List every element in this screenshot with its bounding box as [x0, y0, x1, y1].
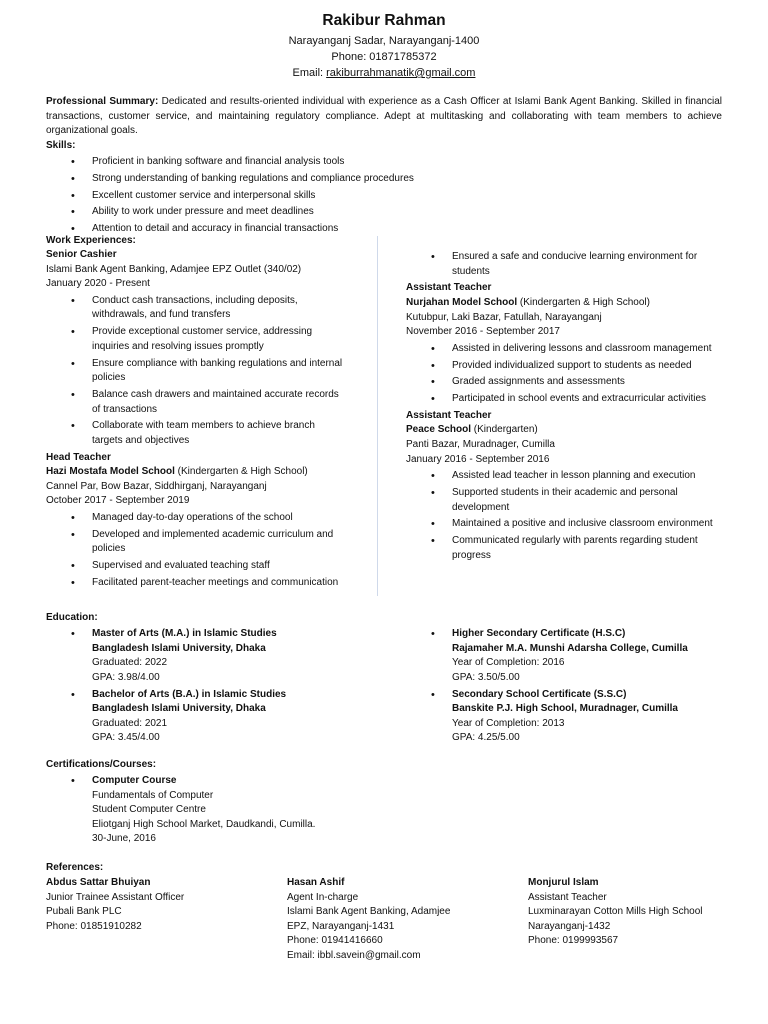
- reference-line: Phone: 0199993567: [528, 935, 619, 947]
- institution: Bangladesh Islami University, Dhaka: [92, 642, 266, 654]
- reference-line: Phone: 01851910282: [46, 920, 142, 932]
- degree: • Bachelor of Arts (B.A.) in Islamic Studies: [92, 688, 287, 700]
- graduation-year: Graduated: 2021: [92, 717, 168, 729]
- job-org-type: (Kindergarten): [471, 424, 538, 436]
- email-line: [0, 66, 768, 81]
- list-item: • Graded assignments and assessments: [406, 375, 716, 390]
- certifications-heading: Certifications/Courses:: [46, 759, 157, 770]
- list-item: • Participated in school events and extracurricular activities: [406, 392, 716, 407]
- job-title: Head Teacher: [46, 451, 111, 463]
- job-dates: January 2020 - Present: [46, 278, 150, 290]
- job-dates: November 2016 - September 2017: [406, 326, 560, 338]
- work-column-left: [46, 248, 366, 593]
- degree: • Master of Arts (M.A.) in Islamic Studies: [92, 628, 277, 639]
- graduation-year: Year of Completion: 2016: [452, 657, 565, 669]
- email-link[interactable]: rakiburrahmanatik@gmail.com: [326, 67, 476, 79]
- reference-line: Assistant Teacher: [528, 891, 607, 903]
- reference-card: [528, 876, 758, 949]
- summary-label: Professional Summary:: [46, 96, 159, 107]
- certification-title: • Computer Course: [92, 775, 177, 786]
- list-item: • Ensure compliance with banking regulations and internal policies: [46, 357, 346, 386]
- reference-name: Hasan Ashif: [287, 877, 345, 888]
- education-item: [46, 627, 376, 685]
- list-item: • Ensured a safe and conducive learning environment for students: [406, 250, 726, 279]
- summary-text: Dedicated and results-oriented individual with experience as a Cash Officer at Islami Bank Agent Banking. Skilled in financial transactions, customer service, and maintaining regulatory compliance. Adept at multitasking and collaborating with team members to achieve organizational goals.: [46, 96, 722, 137]
- job-title: Assistant Teacher: [406, 282, 492, 294]
- reference-line: Pubali Bank PLC: [46, 906, 122, 918]
- reference-line: Narayanganj-1432: [528, 920, 611, 932]
- list-item: • Collaborate with team members to achieve branch targets and objectives: [46, 419, 346, 448]
- list-item: • Strong understanding of banking regulations and compliance procedures: [46, 172, 646, 187]
- job-bullets: [406, 469, 731, 563]
- reference-line: Agent In-charge: [287, 891, 359, 903]
- job-dates: October 2017 - September 2019: [46, 495, 190, 507]
- graduation-year: Year of Completion: 2013: [452, 717, 565, 729]
- list-item: • Provide exceptional customer service, addressing inquiries and resolving issues promptly: [46, 325, 346, 354]
- institution: Rajamaher M.A. Munshi Adarsha College, Cumilla: [452, 642, 688, 654]
- certification-line: Fundamentals of Computer: [92, 789, 214, 801]
- skills-list: [46, 155, 646, 239]
- reference-card: [287, 876, 517, 964]
- gpa: GPA: 3.45/4.00: [92, 732, 160, 744]
- job-dates: January 2016 - September 2016: [406, 453, 550, 465]
- education-list-left: [46, 627, 376, 748]
- list-item: • Facilitated parent-teacher meetings and communication: [46, 576, 366, 591]
- email-label: Email:: [292, 67, 327, 79]
- list-item: • Provided individualized support to students as needed: [406, 359, 716, 374]
- institution: Banskite P.J. High School, Muradnager, Cumilla: [452, 703, 678, 715]
- list-item: • Supervised and evaluated teaching staff: [46, 559, 366, 574]
- list-item: • Conduct cash transactions, including deposits, withdrawals, and fund transfers: [46, 294, 346, 323]
- column-divider: [377, 236, 378, 596]
- job-org: Islami Bank Agent Banking, Adamjee EPZ Outlet (340/02): [46, 263, 302, 275]
- job-org: [406, 423, 731, 438]
- graduation-year: Graduated: 2022: [92, 657, 168, 669]
- institution: Bangladesh Islami University, Dhaka: [92, 703, 266, 715]
- certification-line: 30-June, 2016: [92, 833, 156, 845]
- reference-line: Phone: 01941416660: [287, 935, 383, 947]
- job-org-name: Hazi Mostafa Model School: [46, 466, 175, 478]
- education-item: [46, 688, 376, 746]
- list-item: • Balance cash drawers and maintained accurate records of transactions: [46, 388, 346, 417]
- list-item: • Ability to work under pressure and meet deadlines: [46, 205, 646, 220]
- phone: Phone: 01871785372: [331, 51, 437, 63]
- education-list-right: [406, 627, 736, 748]
- reference-card: [46, 876, 276, 934]
- job-bullets-continued: [406, 250, 726, 279]
- list-item: • Managed day-to-day operations of the school: [46, 511, 366, 526]
- professional-summary: [46, 95, 722, 139]
- job-title: Senior Cashier: [46, 249, 117, 260]
- job-location: Panti Bazar, Muradnager, Cumilla: [406, 439, 555, 451]
- reference-line: Junior Trainee Assistant Officer: [46, 891, 185, 903]
- references-heading: References:: [46, 862, 104, 873]
- gpa: GPA: 3.50/5.00: [452, 671, 520, 683]
- list-item: • Attention to detail and accuracy in financial transactions: [46, 222, 646, 237]
- certification-item: [46, 774, 446, 847]
- education-heading: Education:: [46, 612, 98, 623]
- job-org-type: (Kindergarten & High School): [517, 296, 650, 308]
- list-item: • Developed and implemented academic curriculum and policies: [46, 528, 366, 557]
- list-item: • Communicated regularly with parents regarding student progress: [406, 534, 731, 563]
- job-bullets: [46, 294, 346, 449]
- address: Narayanganj Sadar, Narayanganj-1400: [288, 35, 480, 47]
- reference-name: Abdus Sattar Bhuiyan: [46, 877, 151, 888]
- job-location: Kutubpur, Laki Bazar, Fatullah, Narayanganj: [406, 311, 602, 323]
- certifications-list: [46, 774, 446, 849]
- reference-name: Monjurul Islam: [528, 877, 599, 888]
- job-org: [406, 296, 731, 311]
- list-item: • Proficient in banking software and financial analysis tools: [46, 155, 646, 170]
- work-column-right: [406, 250, 731, 566]
- degree: • Higher Secondary Certificate (H.S.C): [452, 628, 626, 639]
- list-item: • Excellent customer service and interpersonal skills: [46, 189, 646, 204]
- job-title: Assistant Teacher: [406, 409, 492, 421]
- degree: • Secondary School Certificate (S.S.C): [452, 688, 627, 700]
- reference-line: Islami Bank Agent Banking, Adamjee: [287, 906, 451, 918]
- list-item: • Assisted lead teacher in lesson planning and execution: [406, 469, 731, 484]
- gpa: GPA: 3.98/4.00: [92, 671, 160, 683]
- work-heading: Work Experiences:: [46, 235, 136, 246]
- list-item: • Assisted in delivering lessons and classroom management: [406, 342, 716, 357]
- list-item: • Supported students in their academic and personal development: [406, 486, 731, 515]
- reference-line: Email: ibbl.savein@gmail.com: [287, 949, 421, 961]
- job-org-name: Peace School: [406, 424, 472, 436]
- job-bullets: [46, 511, 366, 591]
- job-org-name: Nurjahan Model School: [406, 296, 518, 308]
- job-bullets: [406, 342, 716, 407]
- certification-line: Eliotganj High School Market, Daudkandi, Cumilla.: [92, 818, 316, 830]
- skills-heading: Skills:: [46, 140, 76, 151]
- gpa: GPA: 4.25/5.00: [452, 732, 520, 744]
- education-item: [406, 627, 736, 685]
- candidate-name: Rakibur Rahman: [322, 12, 446, 29]
- job-location: Cannel Par, Bow Bazar, Siddhirganj, Narayanganj: [46, 480, 267, 492]
- certification-line: Student Computer Centre: [92, 804, 206, 816]
- job-org: [46, 465, 366, 480]
- reference-line: Luxminarayan Cotton Mills High School: [528, 906, 703, 918]
- education-item: [406, 688, 736, 746]
- reference-line: EPZ, Narayanganj-1431: [287, 920, 395, 932]
- job-org-type: (Kindergarten & High School): [174, 466, 308, 478]
- list-item: • Maintained a positive and inclusive classroom environment: [406, 517, 731, 532]
